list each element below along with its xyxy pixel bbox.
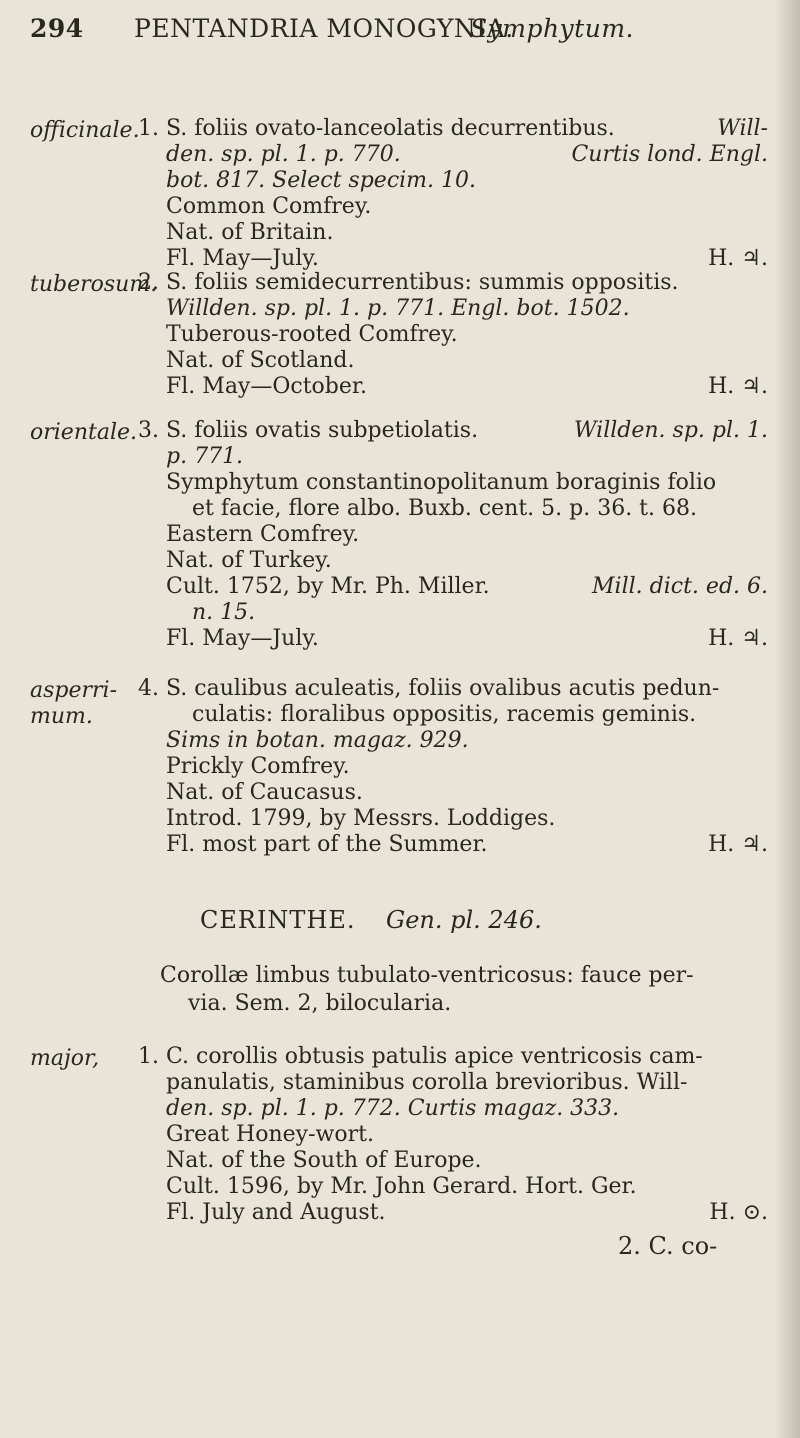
species-entry-officinale	[138, 116, 778, 272]
character-line: via. Sem. 2, bilocularia.	[188, 991, 452, 1016]
running-head	[30, 8, 770, 48]
species-entry-major	[138, 1044, 778, 1226]
native-range: Nat. of Turkey.	[166, 548, 332, 573]
margin-name-major: major,	[30, 1046, 100, 1071]
character-line: Corollæ limbus tubulato-ventricosus: fauce per-	[160, 963, 694, 988]
page-number: 294	[30, 14, 84, 43]
entry-line: n. 15.	[192, 600, 256, 625]
common-name: Eastern Comfrey.	[166, 522, 360, 547]
entry-line: bot. 817. Select specim. 10.	[166, 168, 477, 193]
entry-line: 3. S. foliis ovatis subpetiolatis.	[138, 418, 479, 443]
species-entry-asperrimum	[138, 676, 778, 858]
entry-line: 4. S. caulibus aculeatis, foliis ovalibus acutis pedun-	[138, 676, 720, 701]
margin-name-asperrimum: asperri- mum.	[30, 678, 118, 729]
habit-symbol: H. ♃.	[708, 246, 768, 271]
native-range: Nat. of the South of Europe.	[166, 1148, 482, 1173]
genus-name: CERINTHE.	[200, 906, 356, 934]
entry-line: et facie, flore albo. Buxb. cent. 5. p. 36. t. 68.	[192, 496, 698, 521]
generic-character	[160, 962, 770, 1018]
entry-right-text: Mill. dict. ed. 6.	[592, 574, 768, 599]
species-entry-orientale	[138, 418, 778, 652]
flowering-time: Fl. May—July.	[166, 246, 319, 271]
entry-right-text: Will-	[717, 116, 768, 141]
common-name: Tuberous-rooted Comfrey.	[166, 322, 458, 347]
entry-line: 2. S. foliis semidecurrentibus: summis oppositis.	[138, 270, 679, 295]
habit-symbol: H. ♃.	[708, 832, 768, 857]
genus-reference: Gen. pl. 246.	[386, 906, 542, 934]
flowering-time: Fl. May—July.	[166, 626, 319, 651]
running-title: PENTANDRIA MONOGYNIA.	[134, 14, 514, 43]
common-name: Great Honey-wort.	[166, 1122, 374, 1147]
flowering-time: Fl. most part of the Summer.	[166, 832, 488, 857]
native-range: Nat. of Scotland.	[166, 348, 355, 373]
entry-right-text: Curtis lond. Engl.	[571, 142, 768, 167]
habit-symbol: H. ♃.	[708, 374, 768, 399]
genus-heading	[200, 906, 760, 934]
cultivation: Cult. 1596, by Mr. John Gerard. Hort. Ger.	[166, 1174, 637, 1199]
entry-line: culatis: floralibus oppositis, racemis geminis.	[192, 702, 697, 727]
margin-name-orientale: orientale.	[30, 420, 137, 445]
entry-right-text: Willden. sp. pl. 1.	[573, 418, 768, 443]
common-name: Prickly Comfrey.	[166, 754, 350, 779]
margin-name-officinale: officinale.	[30, 118, 140, 143]
native-range: Nat. of Britain.	[166, 220, 334, 245]
entry-line: 1. C. corollis obtusis patulis apice ventricosis cam-	[138, 1044, 703, 1069]
entry-line: 1. S. foliis ovato-lanceolatis decurrentibus.	[138, 116, 615, 141]
flowering-time: Fl. July and August.	[166, 1200, 386, 1225]
common-name: Common Comfrey.	[166, 194, 372, 219]
entry-line: Symphytum constantinopolitanum boraginis folio	[166, 470, 717, 495]
species-entry-tuberosum	[138, 270, 778, 400]
flowering-time: Fl. May—October.	[166, 374, 367, 399]
margin-name-tuberosum: tuberosum.	[30, 272, 158, 297]
entry-line: Sims in botan. magaz. 929.	[166, 728, 469, 753]
native-range: Nat. of Caucasus.	[166, 780, 363, 805]
habit-symbol: H. ♃.	[708, 626, 768, 651]
entry-line: panulatis, staminibus corolla brevioribus. Will-	[166, 1070, 688, 1095]
entry-line: den. sp. pl. 1. p. 770.	[166, 142, 401, 167]
entry-line: Willden. sp. pl. 1. p. 771. Engl. bot. 1502.	[166, 296, 630, 321]
running-genus: Symphytum.	[470, 14, 634, 43]
habit-symbol: H. ⊙.	[709, 1200, 768, 1225]
entry-line: p. 771.	[166, 444, 244, 469]
catchword: 2. C. co-	[618, 1232, 718, 1260]
introduction: Introd. 1799, by Messrs. Loddiges.	[166, 806, 556, 831]
entry-line: den. sp. pl. 1. p. 772. Curtis magaz. 333.	[166, 1096, 620, 1121]
cultivation: Cult. 1752, by Mr. Ph. Miller.	[166, 574, 490, 599]
